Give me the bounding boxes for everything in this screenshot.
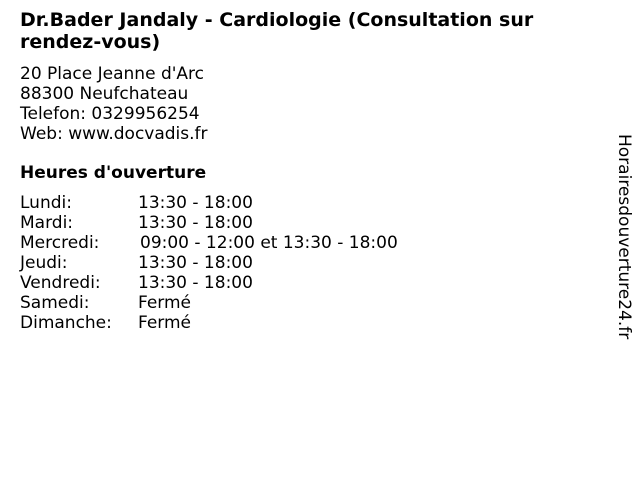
day-label: Mercredi: [20, 233, 100, 253]
contact-block [20, 64, 208, 144]
time-value: 13:30 - 18:00 [138, 193, 253, 213]
address-line-city: 88300 Neufchateau [20, 84, 189, 104]
page-title: Dr.Bader Jandaly - Cardiologie (Consultation sur rendez-vous) [20, 9, 534, 53]
address-line-street: 20 Place Jeanne d'Arc [20, 64, 204, 84]
time-value: 09:00 - 12:00 et 13:30 - 18:00 [140, 233, 398, 253]
phone-line: Telefon: 0329956254 [20, 104, 200, 124]
day-label: Dimanche: [20, 313, 112, 333]
time-value: 13:30 - 18:00 [138, 253, 253, 273]
time-value: Fermé [138, 313, 192, 333]
day-label: Vendredi: [20, 273, 101, 293]
opening-hours-heading: Heures d'ouverture [20, 163, 207, 183]
time-value: Fermé [138, 293, 192, 313]
time-value: 13:30 - 18:00 [138, 213, 253, 233]
day-label: Samedi: [20, 293, 90, 313]
time-value: 13:30 - 18:00 [138, 273, 253, 293]
day-label: Mardi: [20, 213, 74, 233]
website-line: Web: www.docvadis.fr [20, 124, 208, 144]
day-label: Lundi: [20, 193, 72, 213]
site-watermark: Horairesdouverture24.fr [614, 134, 634, 340]
day-label: Jeudi: [20, 253, 68, 273]
